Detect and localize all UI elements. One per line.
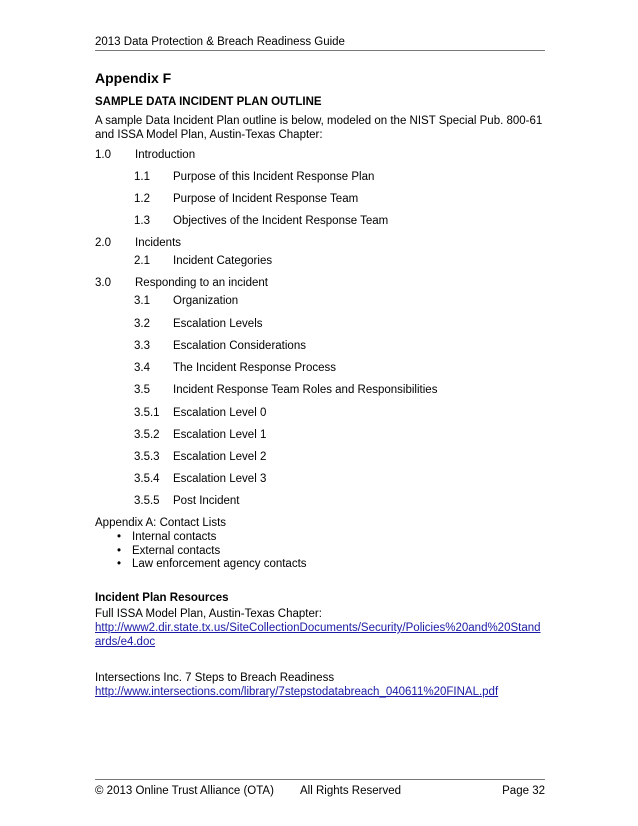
outline-label: Incidents [135,237,182,249]
list-item [117,545,307,559]
header-divider [95,50,545,51]
list-item [117,558,307,572]
list-item-text: Law enforcement agency contacts [132,558,307,570]
outline-label: Incident Response Team Roles and Responsibilities [173,384,438,396]
outline-label: Escalation Level 0 [173,407,267,419]
outline-label: Introduction [135,149,196,161]
outline-number: 3.5 [134,384,150,396]
outline-label: Objectives of the Incident Response Team [173,215,389,227]
outline-number: 3.4 [134,362,150,374]
outline-label: The Incident Response Process [173,362,337,374]
resource-description: Full ISSA Model Plan, Austin-Texas Chapter: [95,608,322,620]
outline-number: 3.2 [134,318,150,330]
outline-number: 1.2 [134,193,150,205]
outline-label: Post Incident [173,495,240,507]
outline-label: Escalation Considerations [173,340,306,352]
bullet-icon: • [117,531,122,543]
outline-number: 3.0 [95,277,111,289]
outline-number: 3.5.3 [134,451,160,463]
outline-number: 1.0 [95,149,111,161]
outline-label: Escalation Level 2 [173,451,267,463]
intro-paragraph: A sample Data Incident Plan outline is below, modeled on the NIST Special Pub. 800-61 and ISSA Model Plan, Austin-Texas Chapter: [95,115,543,141]
outline-label: Escalation Levels [173,318,263,330]
outline-label: Purpose of Incident Response Team [173,193,359,205]
outline-number: 1.3 [134,215,150,227]
outline-label: Purpose of this Incident Response Plan [173,171,375,183]
resources-heading: Incident Plan Resources [95,592,229,604]
appendix-a-label: Appendix A: Contact Lists [95,517,227,529]
appendix-title: Appendix F [95,70,172,86]
resource-link[interactable]: http://www2.dir.state.tx.us/SiteCollectionDocuments/Security/Policies%20and%20Standards/e4.doc [95,622,541,648]
resource-intersections [95,671,545,699]
outline-number: 3.1 [134,295,150,307]
resource-link[interactable]: http://www.intersections.com/library/7stepstodatabreach_040611%20FINAL.pdf [95,686,499,698]
outline-label: Escalation Level 3 [173,473,267,485]
outline-subtitle: SAMPLE DATA INCIDENT PLAN OUTLINE [95,96,322,108]
page-header: 2013 Data Protection & Breach Readiness Guide [95,36,345,48]
outline-label: Escalation Level 1 [173,429,267,441]
footer-divider [95,779,545,780]
footer-rights: All Rights Reserved [300,785,401,797]
list-item [117,531,307,545]
outline-number: 3.5.4 [134,473,160,485]
outline-number: 3.5.5 [134,495,160,507]
footer-page-number: Page 32 [502,785,545,797]
outline-label: Organization [173,295,239,307]
resource-issa [95,607,545,649]
list-item-text: Internal contacts [132,531,217,543]
outline-number: 2.0 [95,237,111,249]
outline-number: 1.1 [134,171,150,183]
bullet-icon: • [117,558,122,570]
outline-label: Incident Categories [173,255,273,267]
outline-label: Responding to an incident [135,277,268,289]
outline-number: 2.1 [134,255,150,267]
resource-description: Intersections Inc. 7 Steps to Breach Readiness [95,672,335,684]
footer-copyright: © 2013 Online Trust Alliance (OTA) [95,785,274,797]
bullet-icon: • [117,544,122,557]
outline-number: 3.5.1 [134,407,160,419]
contact-list [117,531,307,572]
outline-number: 3.3 [134,340,150,352]
outline-number: 3.5.2 [134,429,160,441]
list-item-text: External contacts [132,544,221,557]
